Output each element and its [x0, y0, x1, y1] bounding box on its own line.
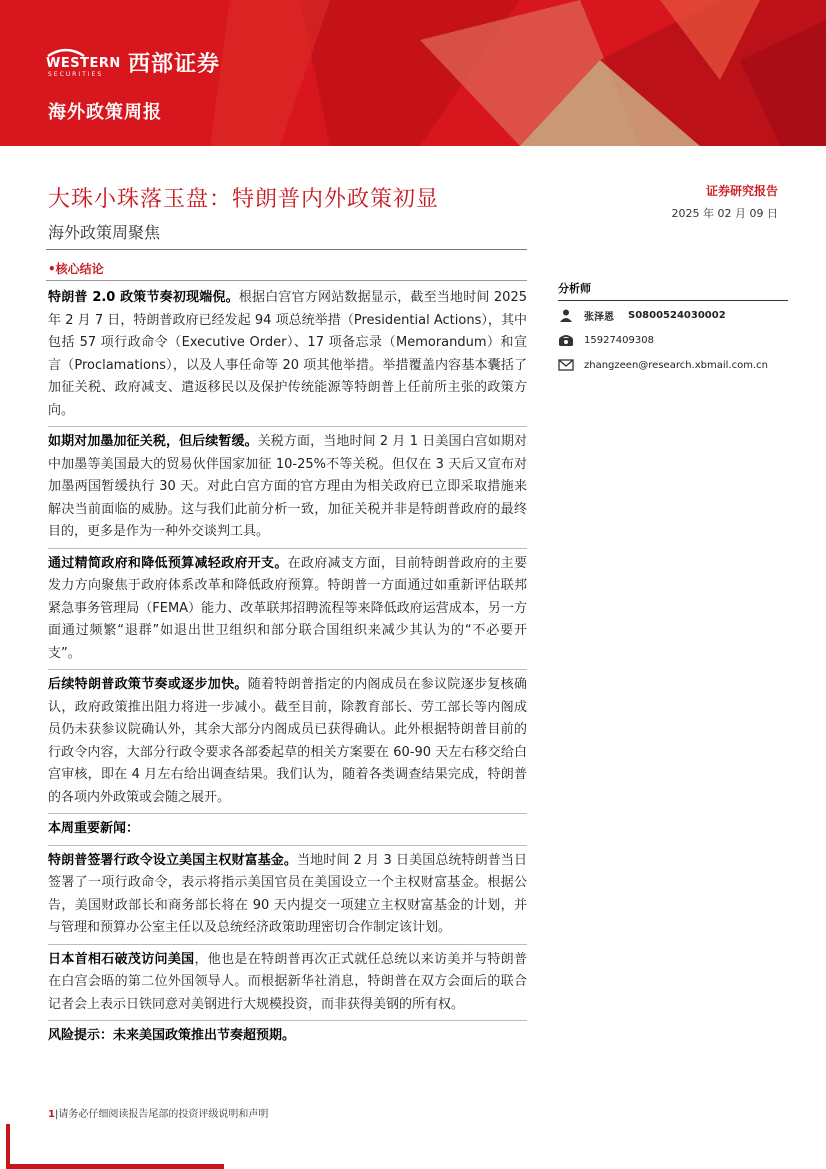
logo-chinese: 西部证券: [128, 51, 221, 77]
paragraph-lead: 如期对加墨加征关税，但后续暂缓。: [48, 434, 258, 449]
paragraph-text: 关税方面，当地时间 2 月 1 日美国白宫如期对中加墨等美国最大的贸易伙伴国家加征 10-25%不等关税。但仅在 3 天后又宣布对加墨两国暂缓执行 30 天。对此白宫方面的官方理由为相关政府已立即采取措施来解决当前面临的威胁。这与我们此前分析一致，加征关税并非是特朗普政府的最终目的，更多是作为一种外交谈判工具。: [48, 434, 527, 539]
paragraph-text: ，他也是在特朗普再次正式就任总统以来访美并与特朗普在白宫会晤的第二位外国领导人。而根据新华社消息，特朗普在双方会面后的联合记者会上表示日铁同意对美钢进行大规模投资，而非获得美钢的所有权。: [48, 951, 527, 1012]
analyst-email[interactable]: zhangzeen@research.xbmail.com.cn: [584, 359, 768, 371]
analyst-name-row: [558, 304, 788, 326]
paragraph-lead: 特朗普签署行政令设立美国主权财富基金。: [48, 852, 298, 868]
paragraph-divider: [48, 944, 527, 945]
footer-accent-horizontal: [6, 1164, 224, 1169]
header-banner: [0, 0, 826, 146]
paragraph-divider: [48, 845, 527, 846]
paragraph: [48, 674, 527, 809]
analyst-email-row: [558, 354, 788, 376]
footer-note: [48, 1105, 268, 1120]
risk-warning: 风险提示：未来美国政策推出节奏超预期。: [48, 1028, 296, 1043]
analyst-label: 分析师: [558, 280, 788, 301]
analyst-phone: 15927409308: [584, 334, 654, 346]
title-divider: [46, 249, 527, 250]
company-logo: [46, 46, 220, 78]
paragraph-divider: [48, 669, 527, 670]
paragraph: [48, 850, 527, 940]
paragraph: [48, 949, 527, 1017]
section-divider: [46, 280, 527, 281]
paragraph-divider: [48, 426, 527, 427]
paragraph-divider: [48, 548, 527, 549]
paragraph: [48, 818, 527, 841]
paragraph-divider: [48, 813, 527, 814]
paragraph-text: 根据白宫官方网站数据显示，截至当地时间 2025 年 2 月 7 日，特朗普政府已经发起 94 项总统举措（Presidential Actions），其中包括 57 项行政命令（Executive Order）、17 项备忘录（Memorandum）和宣言（Proclamations），以及人事任命等 20 项其他举措。举措覆盖内容基本囊括了加征关税、政府减支、遣返移民以及保护传统能源等特朗普上任前所主张的政策方向。: [48, 290, 527, 418]
footer-accent-vertical: [6, 1124, 10, 1169]
report-type: 证券研究报告: [705, 184, 778, 198]
paragraph-divider: [48, 1020, 527, 1021]
paragraph: [48, 553, 527, 666]
report-date: 2025 年 02 月 09 日: [671, 207, 778, 220]
paragraph-lead: 日本首相石破茂访问美国: [48, 951, 195, 967]
section-heading: •核心结论: [48, 262, 104, 276]
page-number: 1: [48, 1109, 55, 1120]
news-heading: 本周重要新闻：: [48, 821, 140, 836]
paragraph-lead: 后续特朗普政策节奏或逐步加快。: [48, 677, 248, 692]
person-icon: [558, 308, 574, 322]
paragraph-text: 在政府减支方面，目前特朗普政府的主要发力方向聚焦于政府体系改革和降低政府预算。特朗普一方面通过如重新评估联邦紧急事务管理局（FEMA）能力、改革联邦招聘流程等来降低政府运营成本，另一方面通过频繁“退群”如退出世卫组织和部分联合国组织来减少其认为的“不必要开支”。: [48, 555, 527, 661]
logo-english: WESTERN: [46, 56, 121, 71]
paragraph-lead: 特朗普 2.0 政策节奏初现端倪。: [48, 290, 239, 305]
phone-icon: [558, 333, 574, 347]
analyst-certificate: S0800524030002: [628, 309, 726, 321]
paragraph-text: 随着特朗普指定的内阁成员在参议院逐步复核确认，政府政策推出阻力将进一步减小。截至目前，除教育部长、劳工部长等内阁成员仍未获参议院确认外，其余大部分内阁成员已获得确认。此外根据特朗普目前的行政令内容，大部分行政令要求各部委起草的相关方案要在 60-90 天左右移交给白宫审核，即在 4 月左右给出调查结果。我们认为，随着各类调查结果完成，特朗普的各项内外政策或会随之展开。: [48, 677, 527, 805]
email-icon: [558, 358, 574, 372]
logo-english-sub: SECURITIES: [48, 71, 104, 78]
analyst-panel: [558, 280, 788, 376]
report-title: 大珠小珠落玉盘：特朗普内外政策初显: [48, 187, 440, 212]
report-body: [48, 287, 527, 1048]
disclaimer-text: |请务必仔细阅读报告尾部的投资评级说明和声明: [54, 1109, 269, 1120]
paragraph: [48, 1025, 527, 1048]
paragraph-lead: 通过精简政府和降低预算减轻政府开支。: [48, 555, 288, 571]
paragraph: [48, 431, 527, 544]
banner-title: 海外政策周报: [48, 102, 162, 123]
analyst-name: 张泽恩: [584, 311, 614, 323]
logo-mark: [46, 46, 124, 78]
analyst-phone-row: [558, 329, 788, 351]
paragraph-text: 当地时间 2 月 3 日美国总统特朗普当日签署了一项行政命令，表示将指示美国官员在美国设立一个主权财富基金。根据公告，美国财政部长和商务部长将在 90 天内提交一项建立主权财富基金的计划，并与管理和预算办公室主任以及总统经济政策助理密切合作制定该计划。: [48, 852, 527, 935]
paragraph: [48, 287, 527, 422]
report-subtitle: 海外政策周聚焦: [48, 223, 161, 242]
